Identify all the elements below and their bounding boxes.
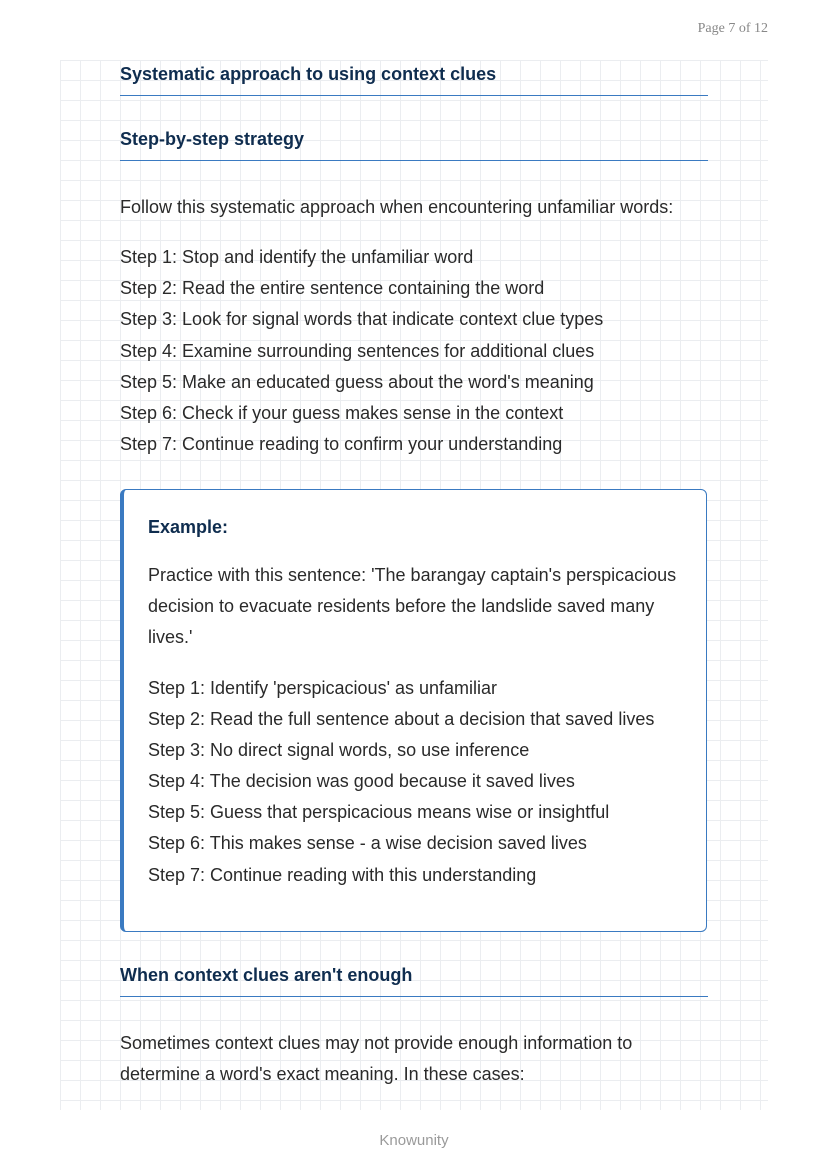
example-callout xyxy=(120,489,707,932)
list-item: Step 3: Look for signal words that indicate context clue types xyxy=(120,309,604,330)
list-item: Step 1: Stop and identify the unfamiliar word xyxy=(120,247,474,267)
list-item: Step 5: Make an educated guess about the word's meaning xyxy=(120,371,594,392)
list-item: Step 2: Read the entire sentence containing the word xyxy=(120,278,545,299)
intro-paragraph: Follow this systematic approach when encountering unfamiliar words: xyxy=(120,197,674,217)
section-heading-main: Systematic approach to using context clues xyxy=(120,63,708,96)
section-heading-not-enough: When context clues aren't enough xyxy=(120,964,708,997)
closing-paragraph: Sometimes context clues may not provide enough information to determine a word's exact meaning. In these cases: xyxy=(120,1033,633,1084)
list-item: Step 7: Continue reading to confirm your understanding xyxy=(120,434,563,455)
example-title: Example: xyxy=(148,517,229,537)
list-item: Step 6: Check if your guess makes sense in the context xyxy=(120,403,564,424)
list-item: Step 2: Read the full sentence about a decision that saved lives xyxy=(148,709,655,730)
list-item: Step 4: The decision was good because it saved lives xyxy=(148,771,575,792)
page-number: Page 7 of 12 xyxy=(697,21,768,36)
section-heading-strategy: Step-by-step strategy xyxy=(120,128,708,161)
example-sentence: Practice with this sentence: 'The barangay captain's perspicacious decision to evacuate residents before the landslide saved many lives.' xyxy=(148,565,677,647)
strategy-step-list xyxy=(120,242,708,460)
list-item: Step 1: Identify 'perspicacious' as unfamiliar xyxy=(148,678,498,698)
list-item: Step 3: No direct signal words, so use inference xyxy=(148,740,530,761)
example-step-list xyxy=(148,673,693,891)
list-item: Step 7: Continue reading with this understanding xyxy=(148,864,537,885)
list-item: Step 4: Examine surrounding sentences for additional clues xyxy=(120,340,595,361)
footer-brand: Knowunity xyxy=(379,1132,449,1149)
list-item: Step 6: This makes sense - a wise decision saved lives xyxy=(148,833,587,854)
list-item: Step 5: Guess that perspicacious means wise or insightful xyxy=(148,802,610,823)
